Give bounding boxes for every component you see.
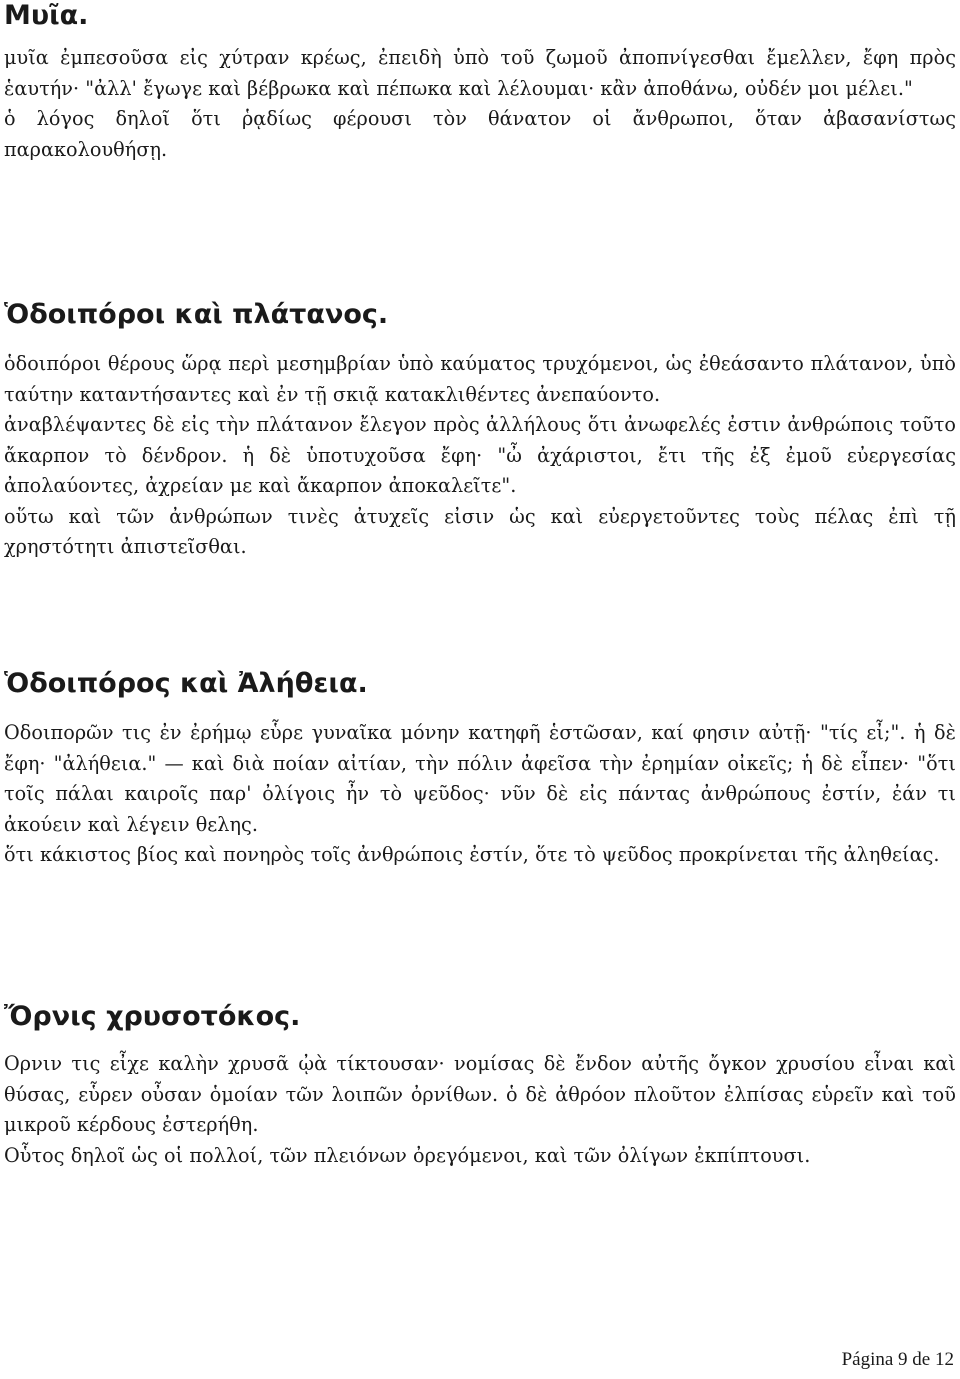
fable-title: Μυῖα. xyxy=(4,0,89,31)
fable-title: Ὁδοιπόροι καὶ πλάτανος. xyxy=(4,299,389,330)
fable-paragraph: μυῖα ἐμπεσοῦσα εἰς χύτραν κρέως, ἐπειδὴ ὑπὸ τοῦ ζωμοῦ ἀποπνίγεσθαι ἔμελλεν, ἔφη πρὸς ἑαυτήν· "ἀλλ' ἔγωγε καὶ βέβρωκα καὶ πέπωκα καὶ λέλουμαι· κἂν ἀποθάνω, οὐδέν μοι μέλει." xyxy=(4,46,956,100)
fable-muia xyxy=(4,0,956,165)
fable-traveler-and-truth xyxy=(4,668,956,871)
fable-moral: Οὗτος δηλοῖ ὡς οἱ πολλοί, τῶν πλειόνων ὀρεγόμενοι, καὶ τῶν ὀλίγων ἐκπίπτουσι. xyxy=(4,1143,811,1167)
fable-paragraph: ἀναβλέψαντες δὲ εἰς τὴν πλάτανον ἔλεγον πρὸς ἀλλήλους ὅτι ἀνωφελές ἐστιν ἀνθρώποις τοῦτο ἄκαρπον τὸ δένδρον. ἡ δὲ ὑποτυχοῦσα ἔφη· "ὦ ἀχάριστοι, ἔτι τῆς ἐξ ἐμοῦ εὐεργεσίας ἀπολαύοντες, ἀχρείαν με καὶ ἄκαρπον ἀποκαλεῖτε". xyxy=(4,413,956,497)
fable-body xyxy=(4,1049,956,1171)
fable-title: Ὄρνις χρυσοτόκος. xyxy=(4,1001,301,1032)
fable-moral: οὕτω καὶ τῶν ἀνθρώπων τινὲς ἀτυχεῖς εἰσιν ὡς καὶ εὐεργετοῦντες τοὺς πέλας ἐπὶ τῇ χρηστότητι ἀπιστεῖσθαι. xyxy=(4,504,956,558)
page-number: Página 9 de 12 xyxy=(841,1349,954,1370)
fable-paragraph: ὁδοιπόροι θέρους ὥρᾳ περὶ μεσημβρίαν ὑπὸ καύματος τρυχόμενοι, ὡς ἐθεάσαντο πλάτανον, ὑπὸ ταύτην καταντήσαντες καὶ ἐν τῇ σκιᾷ κατακλιθέντες ἀνεπαύοντο. xyxy=(4,352,956,406)
fable-moral: ὁ λόγος δηλοῖ ὅτι ῥᾳδίως φέρουσι τὸν θάνατον οἱ ἄνθρωποι, ὅταν ἀβασανίστως παρακολουθήσῃ. xyxy=(4,107,956,161)
fable-title: Ὁδοιπόρος καὶ Ἀλήθεια. xyxy=(4,668,368,699)
fable-paragraph: Ορνιν τις εἶχε καλὴν χρυσᾶ ᾠὰ τίκτουσαν· νομίσας δὲ ἔνδον αὐτῆς ὄγκον χρυσίου εἶναι καὶ θύσας, εὗρεν οὖσαν ὁμοίαν τῶν λοιπῶν ὀρνίθων. ὁ δὲ ἀθρόον πλοῦτον ἐλπίσας εὑρεῖν καὶ τοῦ μικροῦ κέρδους ἐστερήθη. xyxy=(4,1052,956,1136)
fable-moral: ὅτι κάκιστος βίος καὶ πονηρὸς τοῖς ἀνθρώποις ἐστίν, ὅτε τὸ ψεῦδος προκρίνεται τῆς ἀληθείας. xyxy=(4,843,940,866)
fable-travelers-and-plane-tree xyxy=(4,299,956,563)
fable-body xyxy=(4,349,956,563)
fable-body xyxy=(4,718,956,871)
fable-body xyxy=(4,43,956,165)
fable-paragraph: Οδοιπορῶν τις ἐν ἐρήμῳ εὗρε γυναῖκα μόνην κατηφῆ ἑστῶσαν, καί φησιν αὐτῇ· "τίς εἶ;". ἡ δὲ ἔφη· "ἀλήθεια." — καὶ διὰ ποίαν αἰτίαν, τὴν πόλιν ἀφεῖσα τὴν ἐρημίαν οἰκεῖς; ἡ δὲ εἶπεν· "ὅτι τοῖς πάλαι καιροῖς παρ' ὀλίγοις ἦν τὸ ψεῦδος· νῦν δὲ εἰς πάντας ἀνθρώπους ἐστίν, ἐάν τι ἀκούειν καὶ λέγειν θελης. xyxy=(4,721,956,836)
fable-golden-egg-hen xyxy=(4,1001,956,1171)
